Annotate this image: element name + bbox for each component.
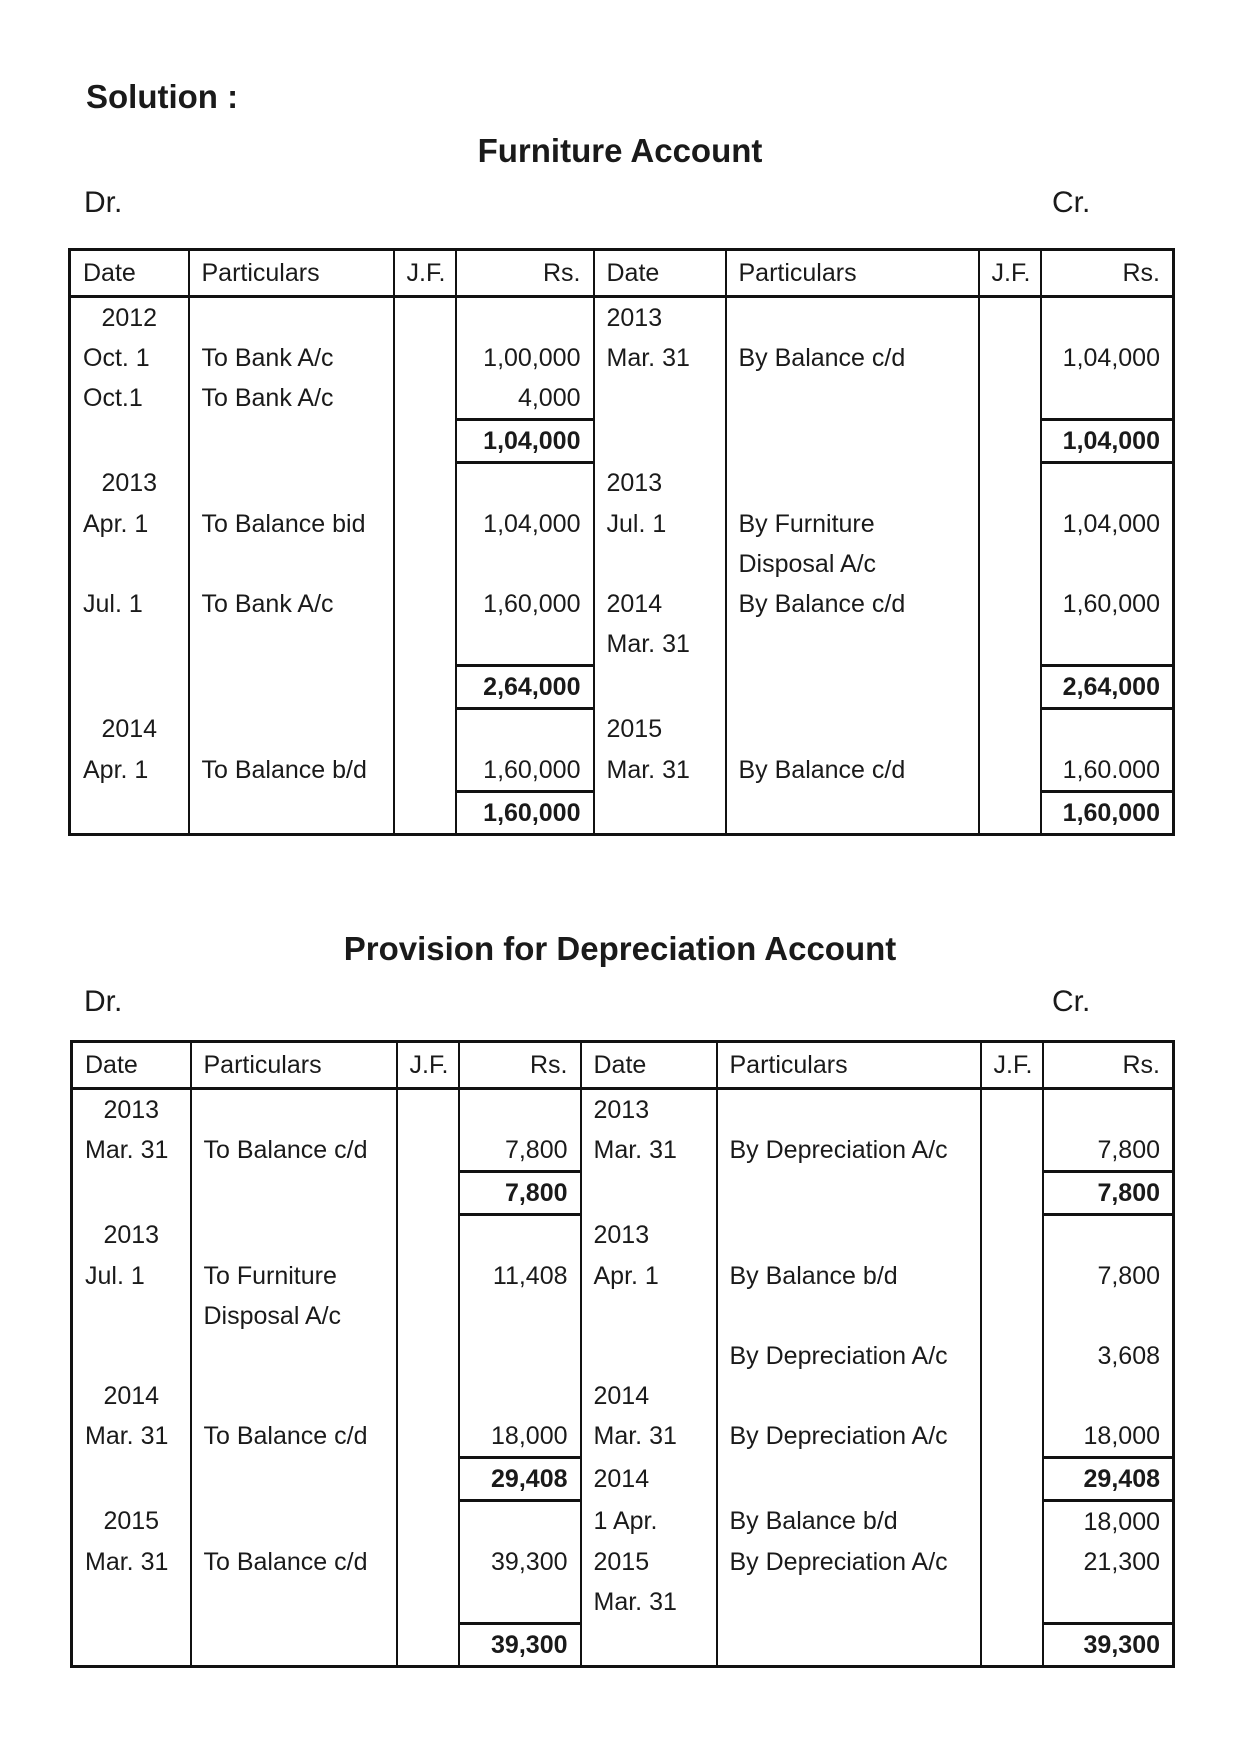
- dr-particulars-cell: To Bank A/c: [189, 378, 394, 420]
- depreciation-cr-label: Cr.: [1052, 985, 1091, 1018]
- dr-jf-cell: [397, 1336, 459, 1376]
- dr-date-cell: [70, 624, 189, 666]
- dr-amount-cell: [459, 1582, 581, 1624]
- table-row: [72, 1416, 1174, 1458]
- dr-particulars-cell: To Balance bid: [189, 504, 394, 544]
- cr-jf-cell: [981, 1296, 1043, 1336]
- cr-date-cell: 2014: [581, 1458, 717, 1501]
- dr-amount-cell: [456, 463, 594, 505]
- dr-jf-cell: [397, 1172, 459, 1215]
- dr-date-cell: 2015: [72, 1501, 191, 1543]
- table-row: [72, 1296, 1174, 1336]
- dr-amount-cell: 1,60,000: [456, 584, 594, 624]
- cr-jf-cell: [981, 1501, 1043, 1543]
- table-row: [72, 1458, 1174, 1501]
- cr-particulars-cell: By Depreciation A/c: [717, 1130, 981, 1172]
- dr-amount-cell: 39,300: [459, 1624, 581, 1667]
- dr-jf-cell: [394, 504, 456, 544]
- cr-date-cell: [594, 544, 726, 584]
- dr-particulars-cell: Disposal A/c: [191, 1296, 397, 1336]
- table-row: [70, 624, 1174, 666]
- cr-date-cell: [581, 1336, 717, 1376]
- dr-amount-cell: [456, 709, 594, 751]
- table-header-row: [72, 1042, 1174, 1089]
- dr-amount-cell: 4,000: [456, 378, 594, 420]
- dr-date-cell: 2013: [72, 1215, 191, 1257]
- cr-jf-cell: [981, 1624, 1043, 1667]
- depreciation-dr-label: Dr.: [84, 985, 123, 1018]
- dr-date-cell: [72, 1172, 191, 1215]
- dr-particulars-cell: [189, 792, 394, 835]
- dr-jf-cell: [397, 1542, 459, 1582]
- cr-date-cell: [594, 420, 726, 463]
- furniture-cr-label: Cr.: [1052, 186, 1091, 219]
- dr-particulars-cell: [191, 1089, 397, 1131]
- cr-amount-cell: [1041, 378, 1174, 420]
- cr-date-cell: 2015: [594, 709, 726, 751]
- dr-date-cell: 2014: [72, 1376, 191, 1416]
- cr-date-cell: 2013: [581, 1215, 717, 1257]
- cr-amount-cell: 1,04,000: [1041, 420, 1174, 463]
- cr-date-cell: [594, 378, 726, 420]
- dr-date-cell: [70, 420, 189, 463]
- cr-date-cell: [594, 666, 726, 709]
- dr-jf-cell: [394, 463, 456, 505]
- dr-date-cell: Apr. 1: [70, 504, 189, 544]
- cr-particulars-cell: By Depreciation A/c: [717, 1416, 981, 1458]
- cr-jf-cell: [979, 420, 1041, 463]
- dr-jf-cell: [394, 420, 456, 463]
- cr-amount-cell: [1043, 1582, 1174, 1624]
- dr-jf-cell: [397, 1130, 459, 1172]
- table-row: [72, 1624, 1174, 1667]
- dr-amount-cell: [459, 1215, 581, 1257]
- table-row: [70, 584, 1174, 624]
- dr-amount-cell: 11,408: [459, 1256, 581, 1296]
- cr-particulars-cell: By Balance b/d: [717, 1501, 981, 1543]
- dr-amount-cell: [459, 1296, 581, 1336]
- cr-amount-cell: 3,608: [1043, 1336, 1174, 1376]
- cr-particulars-cell: [726, 297, 979, 339]
- dr-date-cell: Jul. 1: [72, 1256, 191, 1296]
- cr-amount-cell: 1,60.000: [1041, 750, 1174, 792]
- dr-amount-cell: [459, 1376, 581, 1416]
- table-row: [70, 750, 1174, 792]
- table-row: [70, 463, 1174, 505]
- dr-jf-cell: [397, 1458, 459, 1501]
- cr-amount-cell: [1041, 544, 1174, 584]
- cr-date-cell: 1 Apr.: [581, 1501, 717, 1543]
- cr-particulars-cell: By Balance b/d: [717, 1256, 981, 1296]
- cr-jf-cell: [981, 1215, 1043, 1257]
- dr-date-header: Date: [70, 250, 189, 297]
- cr-particulars-cell: [726, 666, 979, 709]
- cr-particulars-cell: Disposal A/c: [726, 544, 979, 584]
- dr-particulars-cell: [189, 463, 394, 505]
- cr-jf-cell: [981, 1130, 1043, 1172]
- cr-date-cell: 2013: [594, 297, 726, 339]
- cr-date-cell: Mar. 31: [581, 1416, 717, 1458]
- cr-amount-cell: [1043, 1296, 1174, 1336]
- furniture-ledger-table: [68, 248, 1175, 836]
- cr-date-cell: 2013: [581, 1089, 717, 1131]
- dr-particulars-cell: [189, 420, 394, 463]
- cr-amount-header: Rs.: [1043, 1042, 1174, 1089]
- dr-date-cell: Apr. 1: [70, 750, 189, 792]
- cr-particulars-cell: [717, 1296, 981, 1336]
- dr-amount-cell: 7,800: [459, 1172, 581, 1215]
- dr-jf-header: J.F.: [394, 250, 456, 297]
- dr-jf-cell: [397, 1296, 459, 1336]
- table-row: [70, 338, 1174, 378]
- dr-particulars-cell: [189, 297, 394, 339]
- dr-date-cell: 2013: [70, 463, 189, 505]
- dr-jf-cell: [394, 338, 456, 378]
- cr-particulars-cell: [726, 378, 979, 420]
- cr-date-cell: 2015: [581, 1542, 717, 1582]
- dr-jf-cell: [394, 792, 456, 835]
- table-row: [70, 666, 1174, 709]
- cr-amount-cell: 2,64,000: [1041, 666, 1174, 709]
- furniture-account-title: Furniture Account: [477, 132, 763, 169]
- dr-particulars-cell: [189, 709, 394, 751]
- cr-jf-cell: [981, 1336, 1043, 1376]
- cr-date-cell: 2014: [581, 1376, 717, 1416]
- dr-amount-cell: [459, 1089, 581, 1131]
- cr-date-header: Date: [594, 250, 726, 297]
- dr-particulars-cell: [191, 1458, 397, 1501]
- cr-jf-cell: [979, 463, 1041, 505]
- dr-particulars-cell: [189, 666, 394, 709]
- dr-date-cell: Oct. 1: [70, 338, 189, 378]
- dr-date-header: Date: [72, 1042, 191, 1089]
- cr-amount-cell: 7,800: [1043, 1130, 1174, 1172]
- dr-particulars-header: Particulars: [191, 1042, 397, 1089]
- cr-jf-cell: [981, 1458, 1043, 1501]
- dr-amount-cell: [456, 624, 594, 666]
- depreciation-account-title: Provision for Depreciation Account: [343, 930, 897, 967]
- dr-amount-cell: 29,408: [459, 1458, 581, 1501]
- cr-jf-cell: [979, 666, 1041, 709]
- table-row: [70, 544, 1174, 584]
- cr-amount-cell: [1043, 1089, 1174, 1131]
- dr-date-cell: Oct.1: [70, 378, 189, 420]
- cr-particulars-cell: [717, 1582, 981, 1624]
- cr-date-header: Date: [581, 1042, 717, 1089]
- cr-date-cell: Apr. 1: [581, 1256, 717, 1296]
- table-row: [72, 1376, 1174, 1416]
- cr-amount-cell: [1041, 709, 1174, 751]
- dr-amount-header: Rs.: [459, 1042, 581, 1089]
- cr-particulars-cell: [726, 709, 979, 751]
- dr-particulars-cell: [189, 544, 394, 584]
- cr-amount-cell: 1,60,000: [1041, 792, 1174, 835]
- cr-date-cell: [594, 792, 726, 835]
- dr-particulars-cell: To Balance c/d: [191, 1416, 397, 1458]
- dr-jf-cell: [394, 624, 456, 666]
- cr-jf-cell: [981, 1256, 1043, 1296]
- cr-particulars-header: Particulars: [726, 250, 979, 297]
- cr-particulars-cell: [717, 1376, 981, 1416]
- table-row: [70, 420, 1174, 463]
- cr-particulars-cell: [726, 624, 979, 666]
- dr-jf-cell: [394, 544, 456, 584]
- dr-date-cell: [72, 1582, 191, 1624]
- cr-particulars-cell: [717, 1458, 981, 1501]
- dr-particulars-cell: To Bank A/c: [189, 584, 394, 624]
- cr-jf-cell: [979, 504, 1041, 544]
- dr-date-cell: Mar. 31: [72, 1542, 191, 1582]
- cr-particulars-cell: By Depreciation A/c: [717, 1336, 981, 1376]
- dr-jf-cell: [394, 666, 456, 709]
- cr-date-cell: 2014: [594, 584, 726, 624]
- cr-jf-cell: [979, 297, 1041, 339]
- cr-amount-cell: [1043, 1215, 1174, 1257]
- dr-date-cell: Mar. 31: [72, 1416, 191, 1458]
- dr-amount-cell: [459, 1501, 581, 1543]
- cr-jf-cell: [979, 709, 1041, 751]
- dr-jf-cell: [397, 1215, 459, 1257]
- cr-date-cell: Mar. 31: [594, 338, 726, 378]
- dr-particulars-cell: To Balance c/d: [191, 1130, 397, 1172]
- dr-particulars-header: Particulars: [189, 250, 394, 297]
- solution-label: Solution :: [86, 78, 239, 115]
- cr-date-cell: 2013: [594, 463, 726, 505]
- cr-jf-cell: [981, 1172, 1043, 1215]
- cr-amount-header: Rs.: [1041, 250, 1174, 297]
- cr-date-cell: Jul. 1: [594, 504, 726, 544]
- dr-amount-cell: 1,00,000: [456, 338, 594, 378]
- cr-amount-cell: 29,408: [1043, 1458, 1174, 1501]
- dr-particulars-cell: To Balance c/d: [191, 1542, 397, 1582]
- dr-particulars-cell: To Furniture: [191, 1256, 397, 1296]
- cr-particulars-cell: [717, 1089, 981, 1131]
- cr-particulars-cell: [726, 463, 979, 505]
- table-row: [72, 1501, 1174, 1543]
- dr-amount-cell: [456, 297, 594, 339]
- table-row: [70, 709, 1174, 751]
- cr-particulars-cell: By Balance c/d: [726, 338, 979, 378]
- cr-particulars-cell: [717, 1624, 981, 1667]
- dr-amount-cell: [456, 544, 594, 584]
- dr-amount-cell: 1,60,000: [456, 792, 594, 835]
- dr-date-cell: [70, 792, 189, 835]
- dr-date-cell: [70, 544, 189, 584]
- dr-particulars-cell: [189, 624, 394, 666]
- dr-jf-cell: [394, 750, 456, 792]
- cr-jf-cell: [981, 1416, 1043, 1458]
- cr-jf-header: J.F.: [981, 1042, 1043, 1089]
- cr-date-cell: [581, 1624, 717, 1667]
- dr-amount-cell: 7,800: [459, 1130, 581, 1172]
- cr-date-cell: Mar. 31: [581, 1130, 717, 1172]
- table-row: [72, 1130, 1174, 1172]
- dr-particulars-cell: [191, 1172, 397, 1215]
- cr-particulars-header: Particulars: [717, 1042, 981, 1089]
- cr-jf-cell: [981, 1089, 1043, 1131]
- dr-date-cell: 2013: [72, 1089, 191, 1131]
- dr-amount-cell: [459, 1336, 581, 1376]
- table-row: [70, 792, 1174, 835]
- cr-amount-cell: [1041, 297, 1174, 339]
- dr-amount-cell: 1,04,000: [456, 420, 594, 463]
- cr-date-cell: Mar. 31: [594, 624, 726, 666]
- dr-particulars-cell: To Balance b/d: [189, 750, 394, 792]
- dr-jf-cell: [394, 297, 456, 339]
- cr-jf-cell: [979, 378, 1041, 420]
- cr-jf-cell: [979, 544, 1041, 584]
- table-row: [72, 1542, 1174, 1582]
- cr-amount-cell: [1043, 1376, 1174, 1416]
- cr-particulars-cell: By Furniture: [726, 504, 979, 544]
- cr-jf-header: J.F.: [979, 250, 1041, 297]
- cr-jf-cell: [979, 584, 1041, 624]
- dr-particulars-cell: [191, 1582, 397, 1624]
- table-row: [72, 1336, 1174, 1376]
- dr-date-cell: Mar. 31: [72, 1130, 191, 1172]
- dr-jf-cell: [397, 1501, 459, 1543]
- cr-amount-cell: 21,300: [1043, 1542, 1174, 1582]
- dr-date-cell: 2014: [70, 709, 189, 751]
- table-row: [72, 1215, 1174, 1257]
- cr-amount-cell: 18,000: [1043, 1416, 1174, 1458]
- cr-date-cell: Mar. 31: [581, 1582, 717, 1624]
- table-row: [72, 1582, 1174, 1624]
- cr-particulars-cell: [726, 420, 979, 463]
- cr-particulars-cell: By Balance c/d: [726, 584, 979, 624]
- cr-amount-cell: [1041, 624, 1174, 666]
- table-row: [70, 378, 1174, 420]
- dr-jf-cell: [394, 584, 456, 624]
- cr-jf-cell: [979, 338, 1041, 378]
- cr-particulars-cell: [717, 1172, 981, 1215]
- dr-date-cell: 2012: [70, 297, 189, 339]
- cr-date-cell: Mar. 31: [594, 750, 726, 792]
- furniture-dr-label: Dr.: [84, 186, 123, 219]
- dr-particulars-cell: [191, 1376, 397, 1416]
- cr-date-cell: [581, 1172, 717, 1215]
- dr-jf-cell: [394, 378, 456, 420]
- dr-amount-cell: 2,64,000: [456, 666, 594, 709]
- dr-jf-cell: [397, 1376, 459, 1416]
- cr-amount-cell: 1,04,000: [1041, 338, 1174, 378]
- dr-jf-cell: [397, 1582, 459, 1624]
- dr-amount-cell: 39,300: [459, 1542, 581, 1582]
- table-header-row: [70, 250, 1174, 297]
- dr-particulars-cell: To Bank A/c: [189, 338, 394, 378]
- dr-jf-cell: [397, 1089, 459, 1131]
- cr-date-cell: [581, 1296, 717, 1336]
- dr-date-cell: [72, 1624, 191, 1667]
- dr-amount-cell: 18,000: [459, 1416, 581, 1458]
- dr-jf-cell: [397, 1416, 459, 1458]
- dr-jf-cell: [397, 1256, 459, 1296]
- cr-particulars-cell: [717, 1215, 981, 1257]
- table-row: [72, 1256, 1174, 1296]
- dr-date-cell: [72, 1458, 191, 1501]
- cr-jf-cell: [981, 1376, 1043, 1416]
- cr-particulars-cell: By Balance c/d: [726, 750, 979, 792]
- dr-amount-cell: 1,60,000: [456, 750, 594, 792]
- cr-particulars-cell: By Depreciation A/c: [717, 1542, 981, 1582]
- cr-jf-cell: [979, 792, 1041, 835]
- cr-amount-cell: [1041, 463, 1174, 505]
- cr-amount-cell: 39,300: [1043, 1624, 1174, 1667]
- cr-amount-cell: 1,60,000: [1041, 584, 1174, 624]
- table-row: [70, 297, 1174, 339]
- dr-amount-cell: 1,04,000: [456, 504, 594, 544]
- dr-particulars-cell: [191, 1336, 397, 1376]
- cr-amount-cell: 7,800: [1043, 1256, 1174, 1296]
- cr-jf-cell: [979, 624, 1041, 666]
- cr-jf-cell: [979, 750, 1041, 792]
- dr-particulars-cell: [191, 1624, 397, 1667]
- cr-amount-cell: 7,800: [1043, 1172, 1174, 1215]
- cr-jf-cell: [981, 1582, 1043, 1624]
- dr-date-cell: [72, 1296, 191, 1336]
- dr-particulars-cell: [191, 1215, 397, 1257]
- dr-date-cell: [72, 1336, 191, 1376]
- dr-particulars-cell: [191, 1501, 397, 1543]
- table-row: [72, 1172, 1174, 1215]
- dr-date-cell: Jul. 1: [70, 584, 189, 624]
- cr-jf-cell: [981, 1542, 1043, 1582]
- cr-particulars-cell: [726, 792, 979, 835]
- table-row: [72, 1089, 1174, 1131]
- cr-amount-cell: 1,04,000: [1041, 504, 1174, 544]
- dr-date-cell: [70, 666, 189, 709]
- depreciation-ledger-table: [70, 1040, 1175, 1668]
- dr-jf-cell: [394, 709, 456, 751]
- cr-amount-cell: 18,000: [1043, 1501, 1174, 1543]
- dr-jf-header: J.F.: [397, 1042, 459, 1089]
- table-row: [70, 504, 1174, 544]
- dr-jf-cell: [397, 1624, 459, 1667]
- dr-amount-header: Rs.: [456, 250, 594, 297]
